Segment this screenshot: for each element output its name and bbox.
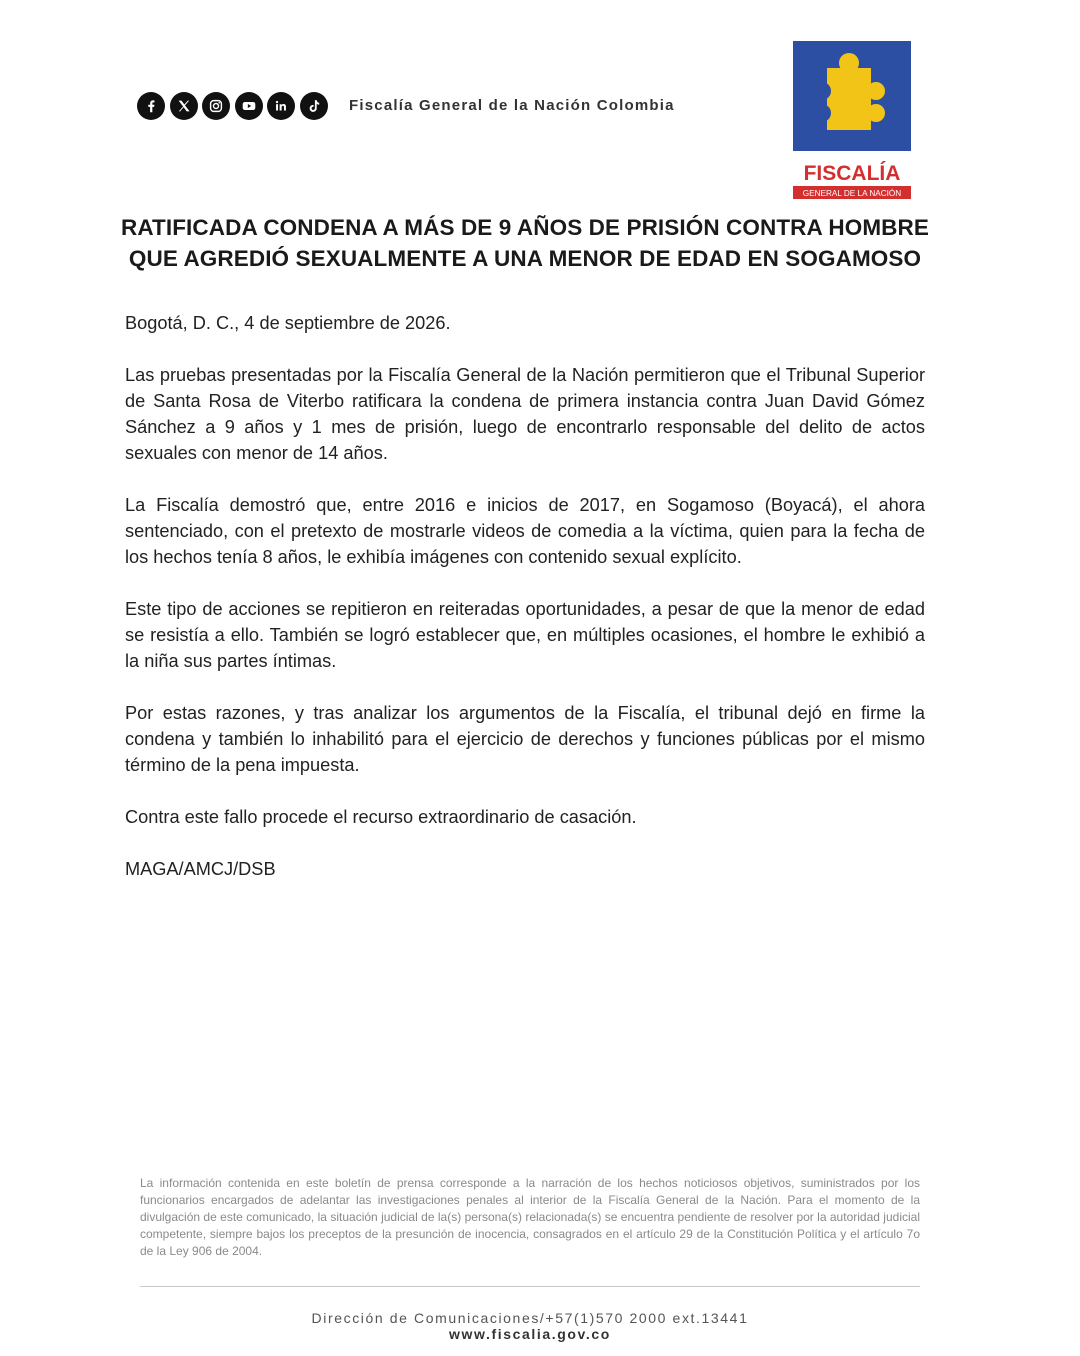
- paragraph: Por estas razones, y tras analizar los argumentos de la Fiscalía, el tribunal dejó en firme la condena y también lo inhabilitó para el ejercicio de derechos y funciones públicas por el mismo término de la pena impuesta.: [125, 703, 925, 775]
- title-line-1: RATIFICADA CONDENA A MÁS DE 9 AÑOS DE PRISIÓN CONTRA HOMBRE: [120, 215, 929, 240]
- logo-wordmark: FISCALÍA: [803, 162, 901, 185]
- dateline: Bogotá, D. C., 4 de septiembre de 2026.: [125, 313, 451, 333]
- tiktok-icon[interactable]: [300, 92, 328, 120]
- instagram-icon[interactable]: [202, 92, 230, 120]
- x-icon[interactable]: [170, 92, 198, 120]
- footer-contact: Dirección de Comunicaciones/+57(1)570 2000 ext.13441: [311, 1310, 749, 1326]
- signature-initials: MAGA/AMCJ/DSB: [125, 859, 276, 879]
- facebook-icon[interactable]: [137, 92, 165, 120]
- social-icons-row: [137, 92, 332, 120]
- linkedin-icon[interactable]: [267, 92, 295, 120]
- fiscalia-logo: [793, 41, 911, 202]
- paragraph: Este tipo de acciones se repitieron en reiteradas oportunidades, a pesar de que la menor de edad se resistía a ello. También se logró establecer que, en múltiples ocasiones, el hombre le exhibió a la niña sus partes íntimas.: [125, 599, 925, 671]
- logo-subtitle: GENERAL DE LA NACIÓN: [802, 189, 902, 198]
- article-body: [125, 310, 925, 908]
- title-line-2: QUE AGREDIÓ SEXUALMENTE A UNA MENOR DE EDAD EN SOGAMOSO: [128, 246, 922, 271]
- legal-disclaimer: La información contenida en este boletín de prensa corresponde a la narración de los hechos noticiosos objetivos, suministrados por los funcionarios encargados de adelantar las investigaciones penales al interior de la Fiscalía General de la Nación. Para el momento de la divulgación de este comunicado, la situación judicial de la(s) persona(s) relacionada(s) se encuentra pendiente de resolver por la autoridad judicial competente, siempre bajos los preceptos de la presunción de inocencia, consagrados en el artículo 29 de la Constitución Política y el artículo 7o de la Ley 906 de 2004.: [140, 1176, 920, 1258]
- youtube-icon[interactable]: [235, 92, 263, 120]
- article-title: [110, 212, 940, 274]
- paragraph: La Fiscalía demostró que, entre 2016 e inicios de 2017, en Sogamoso (Boyacá), el ahora sentenciado, con el pretexto de mostrarle videos de comedia a la víctima, quien para la fecha de los hechos tenía 8 años, le exhibía imágenes con contenido sexual explícito.: [125, 495, 925, 567]
- org-name: Fiscalía General de la Nación Colombia: [349, 97, 675, 114]
- footer-website-link[interactable]: www.fiscalia.gov.co: [449, 1326, 611, 1342]
- footer-divider: [140, 1286, 920, 1287]
- page-header: [0, 0, 1080, 210]
- paragraph: Contra este fallo procede el recurso extraordinario de casación.: [125, 807, 637, 827]
- paragraph: Las pruebas presentadas por la Fiscalía General de la Nación permitieron que el Tribunal Superior de Santa Rosa de Viterbo ratificara la condena de primera instancia contra Juan David Gómez Sánchez a 9 años y 1 mes de prisión, luego de encontrarlo responsable del delito de actos sexuales con menor de 14 años.: [125, 365, 925, 463]
